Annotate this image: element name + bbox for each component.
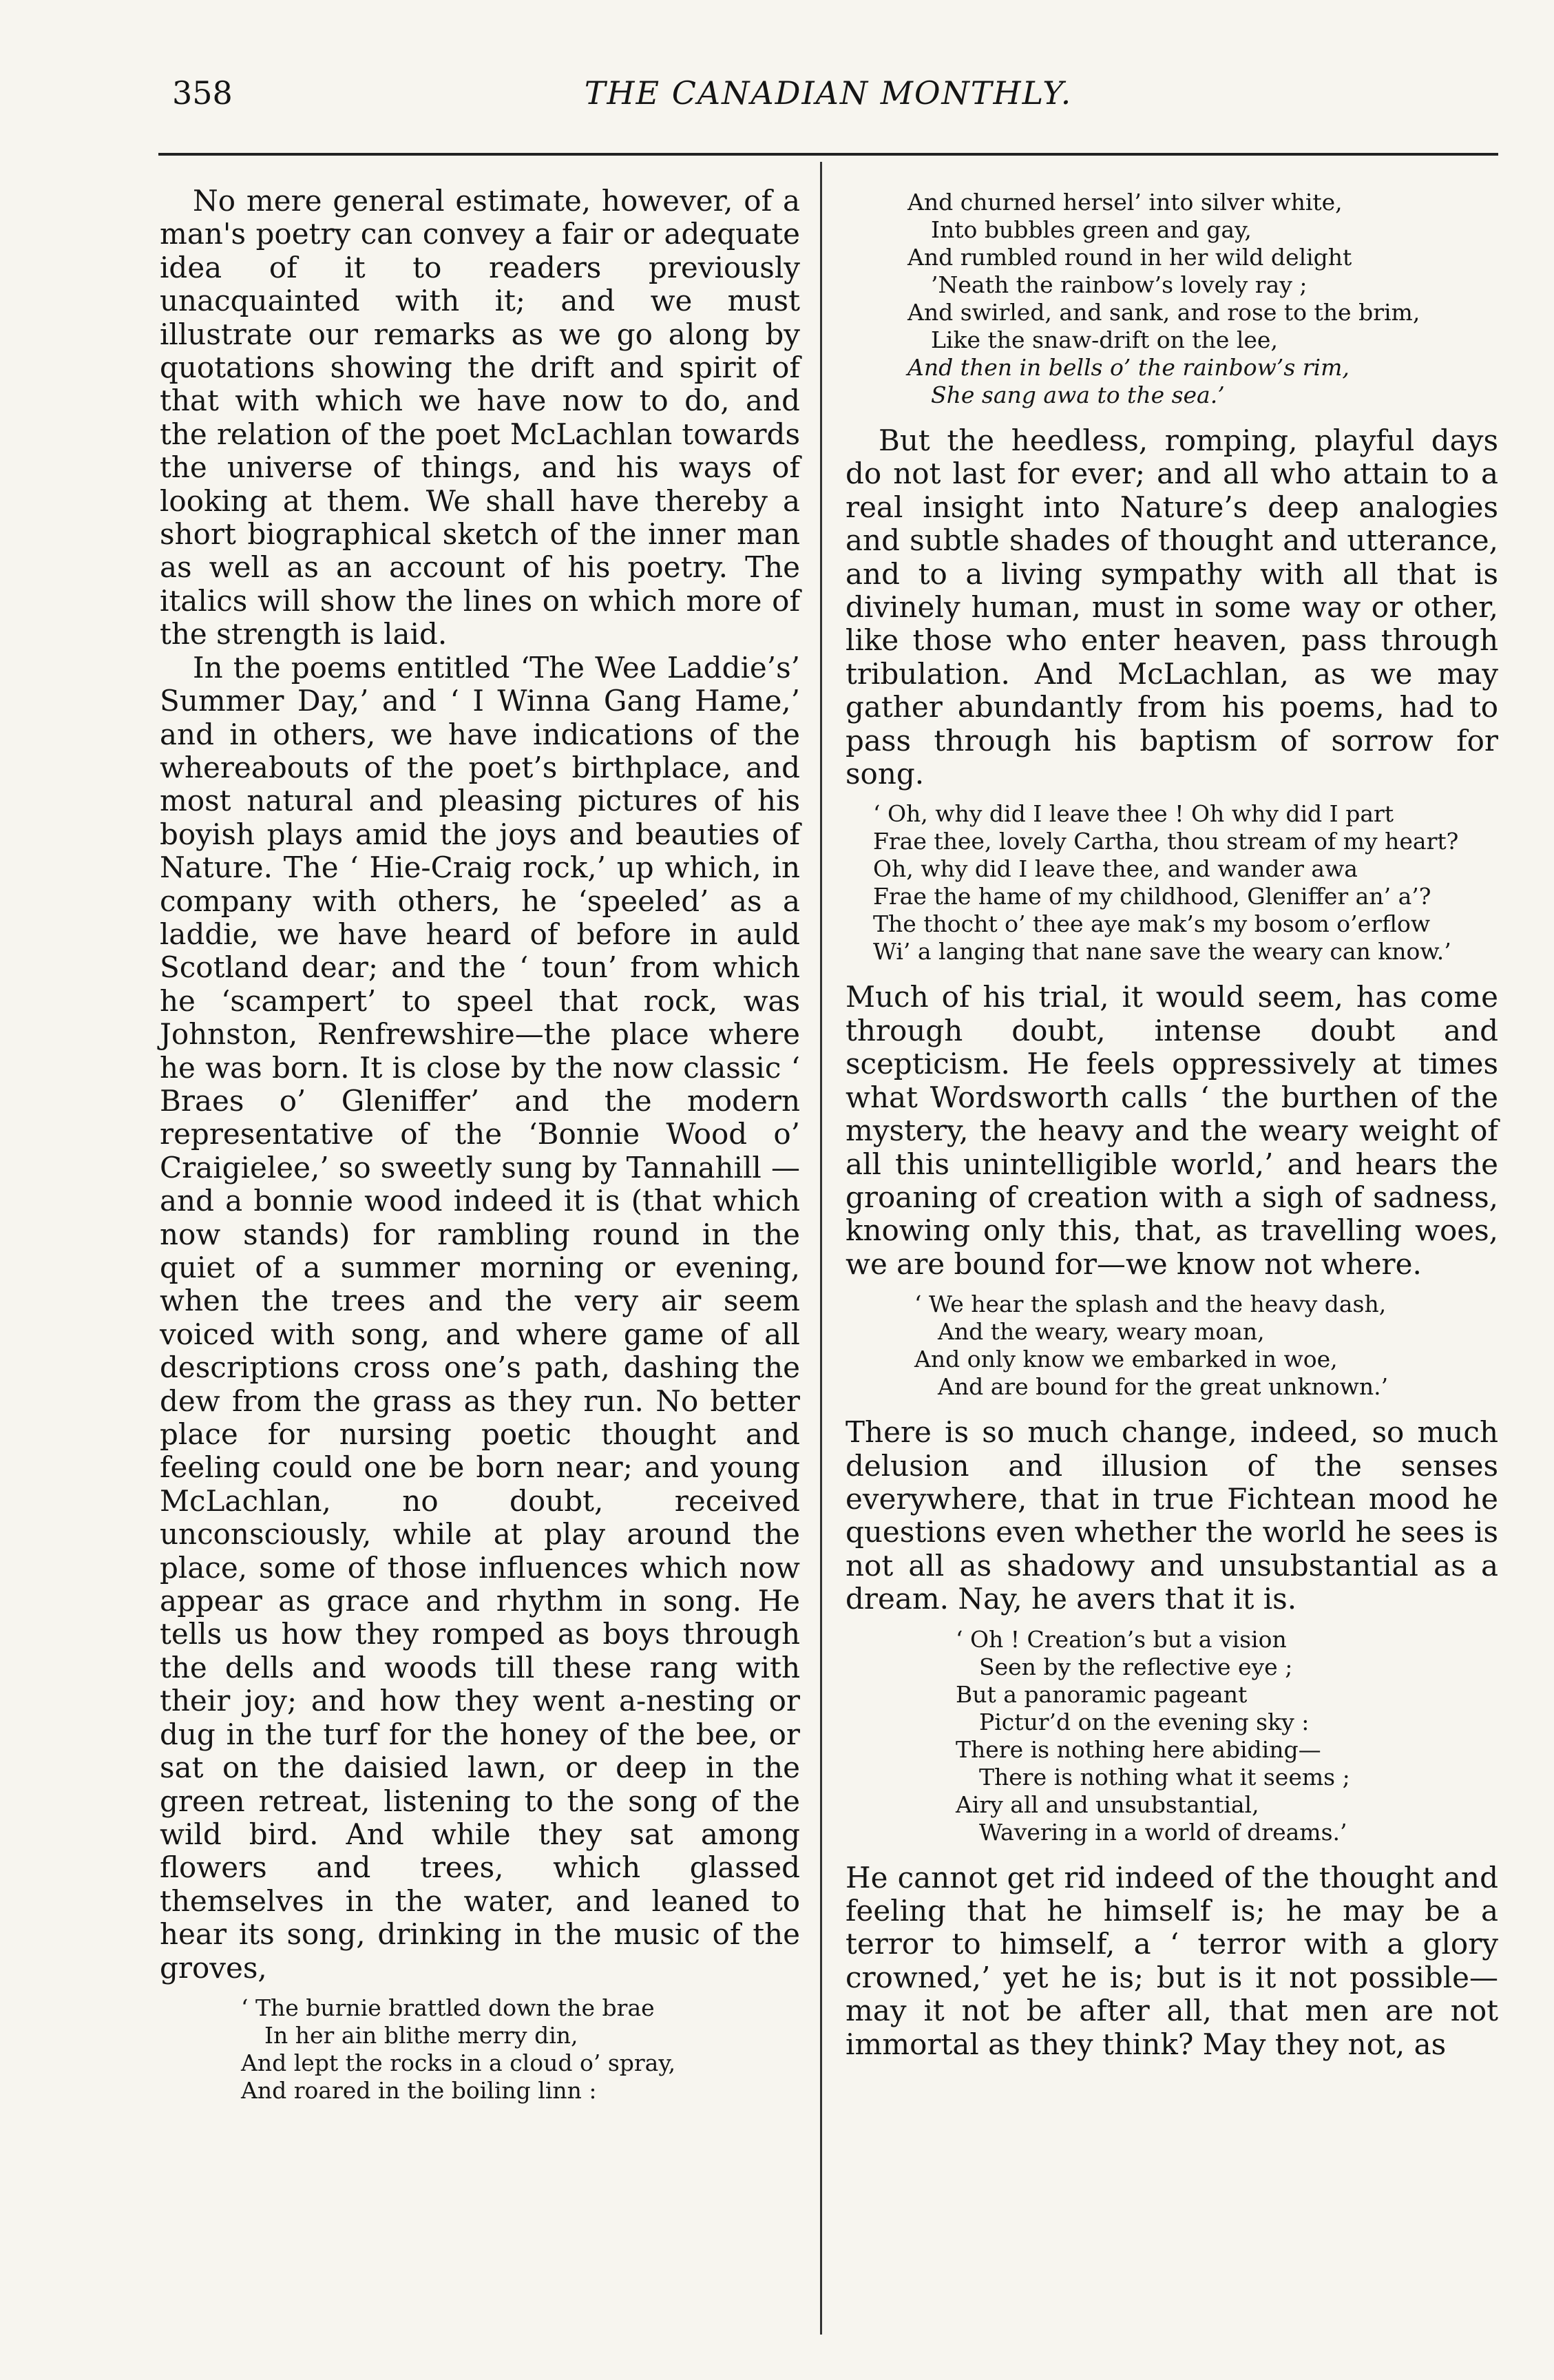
verse-line: Airy all and unsubstantial,	[956, 1791, 1259, 1818]
verse-line: ‘ The burnie brattled down the brae	[241, 1994, 655, 2021]
verse-line: Oh, why did I leave thee, and wander awa	[873, 855, 1358, 883]
verse-line: Frae thee, lovely Cartha, thou stream of my heart?	[873, 828, 1459, 855]
right-column	[846, 185, 1498, 2061]
verse-line: And lept the rocks in a cloud o’ spray,	[241, 2049, 676, 2076]
verse-line: And are bound for the great unknown.’	[938, 1373, 1389, 1401]
verse-line: And only know we embarked in woe,	[914, 1346, 1338, 1373]
page-number: 358	[172, 74, 233, 112]
header-rule	[158, 153, 1498, 156]
paragraph: Much of his trial, it would seem, has come through doubt, intense doubt and scepticism. He feels oppressively at times what Wordsworth calls ‘ the burthen of the mystery, the heavy and the weary weight of all this unintelligible world,’ and hears the groaning of creation with a sigh of sadness, knowing only this, that, as travelling woes, we are bound for—we know not where.	[846, 980, 1498, 1281]
verse-quote	[846, 1291, 1498, 1401]
left-column	[160, 185, 800, 2120]
verse-line: There is nothing what it seems ;	[979, 1763, 1350, 1791]
verse-line: And then in bells o’ the rainbow’s rim,	[907, 354, 1350, 381]
verse-line: In her ain blithe merry din,	[264, 2021, 578, 2049]
paragraph: No mere general estimate, however, of a man's poetry can convey a fair or adequate idea of it to readers previously unacquainted with it; and we must illustrate our remarks as we go along by quotations showing the drift and spirit of that with which we have now to do, and the relation of the poet McLachlan towards the universe of things, and his ways of looking at them. We shall have thereby a short biographical sketch of the inner man as well as an account of his poetry. The italics will show the lines on which more of the strength is laid.	[160, 184, 800, 651]
verse-line: And swirled, and sank, and rose to the brim,	[907, 299, 1420, 326]
verse-quote	[160, 1994, 800, 2105]
verse-line: ‘ We hear the splash and the heavy dash,	[914, 1291, 1387, 1318]
verse-quote	[846, 800, 1498, 965]
verse-line: And the weary, weary moan,	[938, 1318, 1265, 1346]
verse-line: ‘ Oh ! Creation’s but a vision	[956, 1625, 1287, 1653]
verse-quote	[846, 1626, 1498, 1846]
verse-line: And roared in the boiling linn :	[241, 2076, 597, 2104]
paragraph: In the poems entitled ‘The Wee Laddie’s’ Summer Day,’ and ‘ I Winna Gang Hame,’ and in others, we have indications of the whereabouts of the poet’s birthplace, and most natural and pleasing pictures of his boyish plays amid the joys and beauties of Nature. The ‘ Hie-Craig rock,’ up which, in company with others, he ‘speeled’ as a laddie, we have heard of before in auld Scotland dear; and the ‘ toun’ from which he ‘scampert’ to speel that rock, was Johnston, Renfrewshire—the place where he was born. It is close by the now classic ‘ Braes o’ Gleniffer’ and the modern representative of the ‘Bonnie Wood o’ Craigielee,’ so sweetly sung by Tannahill —and a bonnie wood indeed it is (that which now stands) for rambling round in the quiet of a summer morning or evening, when the trees and the very air seem voiced with song, and where game of all descriptions cross one’s path, dashing the dew from the grass as they run. No better place for nursing poetic thought and feeling could one be born near; and young McLachlan, no doubt, received unconsciously, while at play around the place, some of those influences which now appear as grace and rhythm in song. He tells us how they romped as boys through the dells and woods till these rang with their joy; and how they went a-nesting or dug in the turf for the honey of the bee, or sat on the daisied lawn, or deep in the green retreat, listening to the song of the wild bird. And while they sat among flowers and trees, which glassed themselves in the water, and leaned to hear its song, drinking in the music of the groves,	[160, 650, 800, 1985]
running-head: THE CANADIAN MONTHLY.	[584, 74, 1073, 112]
page-header	[158, 69, 1498, 117]
verse-line: Pictur’d on the evening sky :	[979, 1708, 1310, 1735]
verse-line: Frae the hame of my childhood, Gleniffer an’ a’?	[873, 883, 1431, 910]
paragraph: He cannot get rid indeed of the thought and feeling that he himself is; he may be a terror to himself, a ‘ terror with a glory crowned,’ yet he is; but is it not possible— may it not be after all, that men are not immortal as they think? May they not, as	[846, 1860, 1498, 2061]
verse-line: Wi’ a langing that nane save the weary can know.’	[873, 938, 1451, 965]
column-divider	[820, 162, 822, 2335]
verse-line: ’Neath the rainbow’s lovely ray ;	[931, 271, 1308, 298]
verse-quote	[846, 189, 1498, 409]
verse-line: Seen by the reflective eye ;	[979, 1653, 1293, 1680]
verse-line: Wavering in a world of dreams.’	[979, 1818, 1347, 1846]
paragraph: But the heedless, romping, playful days do not last for ever; and all who attain to a real insight into Nature’s deep analogies and subtle shades of thought and utterance, and to a living sympathy with all that is divinely human, must in some way or other, like those who enter heaven, pass through tribulation. And McLachlan, as we may gather abundantly from his poems, had to pass through his baptism of sorrow for song.	[846, 424, 1498, 791]
verse-line: And rumbled round in her wild delight	[907, 244, 1352, 271]
verse-line: She sang awa to the sea.’	[931, 382, 1225, 408]
verse-line: And churned hersel’ into silver white,	[907, 189, 1343, 216]
verse-line: The thocht o’ thee aye mak’s my bosom o’erflow	[873, 910, 1431, 938]
verse-line: Into bubbles green and gay,	[931, 216, 1252, 243]
verse-line: ‘ Oh, why did I leave thee ! Oh why did I part	[873, 800, 1394, 828]
verse-line: But a panoramic pageant	[956, 1680, 1248, 1708]
verse-line: There is nothing here abiding—	[956, 1735, 1321, 1763]
paragraph: There is so much change, indeed, so much delusion and illusion of the senses everywhere, that in true Fichtean mood he questions even whether the world he sees is not all as shadowy and unsubstantial as a dream. Nay, he avers that it is.	[846, 1415, 1498, 1616]
verse-line: Like the snaw-drift on the lee,	[931, 326, 1278, 353]
